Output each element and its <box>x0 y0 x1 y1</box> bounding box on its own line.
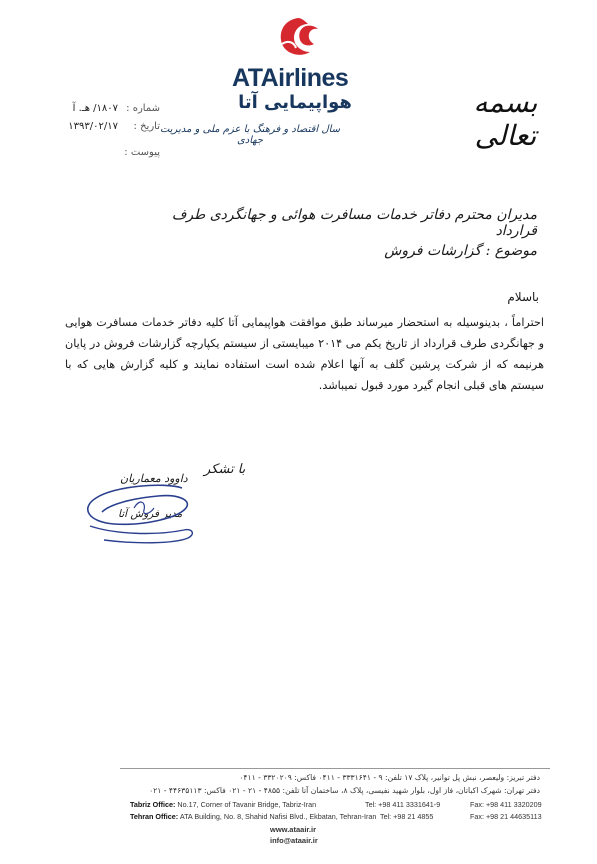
date-label: تاریخ : <box>133 121 160 132</box>
tehran-label: Tehran Office: <box>130 812 179 821</box>
greeting: باسلام <box>507 290 539 304</box>
footer-tabriz-en <box>130 800 550 809</box>
brand-name-latin <box>232 64 362 92</box>
footer-divider <box>120 768 550 769</box>
tehran-address: ATA Building, No. 8, Shahid Nafisi Blvd., Ekbatan, Tehran-Iran <box>179 812 377 821</box>
brand-prefix: ATA <box>232 64 279 92</box>
footer-tehran-fa: دفتر تهران: شهرک اکباتان، فاز اول، بلوار شهید نفیسی، پلاک ۸، ساختمان آتا تلفن: ۴۸۵۵ - ۲۱ - ۰۲۱ فاکس: ۴۴۶۳۵۱۱۳ - ۰۲۱ <box>149 786 540 795</box>
attach-label: پیوست : <box>124 147 160 158</box>
footer-tabriz-fa: دفتر تبریز: ولیعصر، نبش پل توانیر، پلاک ۱۷ تلفن: ۹ - ۳۳۳۱۶۴۱ - ۰۴۱۱ فاکس: ۳۳۲۰۲۰۹ - ۰۴۱۱ <box>239 773 540 782</box>
closing: با تشکر <box>204 462 246 477</box>
brand-name-persian: هواپیمایی آتا <box>238 92 352 113</box>
footer-tehran-en <box>130 812 550 821</box>
letter-body: احتراماً ، بدینوسیله به استحضار میرساند طبق موافقت هواپیمایی آتا کلیه دفاتر خدمات مسافرت هوایی و جهانگردی طرف قرارداد از تاریخ یکم می ۲۰۱۴ میبایستی از سیستم یکپارچه گزارشات فروش در پایان هرنیمه که از شرکت پرشین گلف به آنها اعلام شده است استفاده نمایند و کلیه گزارش هایی که با سیستم های قبلی انجام گیرد مورد قبول نمیباشد. <box>65 316 544 392</box>
tabriz-tel: Tel: +98 411 3331641-9 <box>365 800 441 809</box>
tabriz-address: No.17, Corner of Tavanir Bridge, Tabriz-Iran <box>177 800 317 809</box>
email-link[interactable]: info@ataair.ir <box>270 836 318 845</box>
brand-suffix: irlines <box>278 64 349 92</box>
basmala-calligraphy: بسمه تعالی <box>473 86 538 152</box>
tabriz-label: Tabriz Office: <box>130 800 176 809</box>
signer-title: مدیر فروش آتا <box>118 508 183 520</box>
slogan: سال اقتصاد و فرهنگ با عزم ملی و مدیریت جهادی <box>159 124 341 146</box>
date-value: ۱۳۹۳/۰۲/۱۷ <box>68 121 118 132</box>
handwritten-signature-icon <box>74 468 204 548</box>
number-value: ۱۸۰۷/ هـ. آ <box>72 103 118 114</box>
tehran-tel: Tel: +98 21 4855 <box>380 812 434 821</box>
tehran-fax: Fax: +98 21 44635113 <box>470 812 542 821</box>
signer-name: داوود معماریان <box>120 472 188 485</box>
subject: موضوع : گزارشات فروش <box>384 243 537 259</box>
ata-logo-icon <box>270 14 326 60</box>
addressee: مدیران محترم دفاتر خدمات مسافرت هوائی و جهانگردی طرف قرارداد <box>171 207 537 239</box>
website-link[interactable]: www.ataair.ir <box>270 825 316 834</box>
number-label: شماره : <box>126 103 160 114</box>
tabriz-fax: Fax: +98 411 3320209 <box>470 800 542 809</box>
